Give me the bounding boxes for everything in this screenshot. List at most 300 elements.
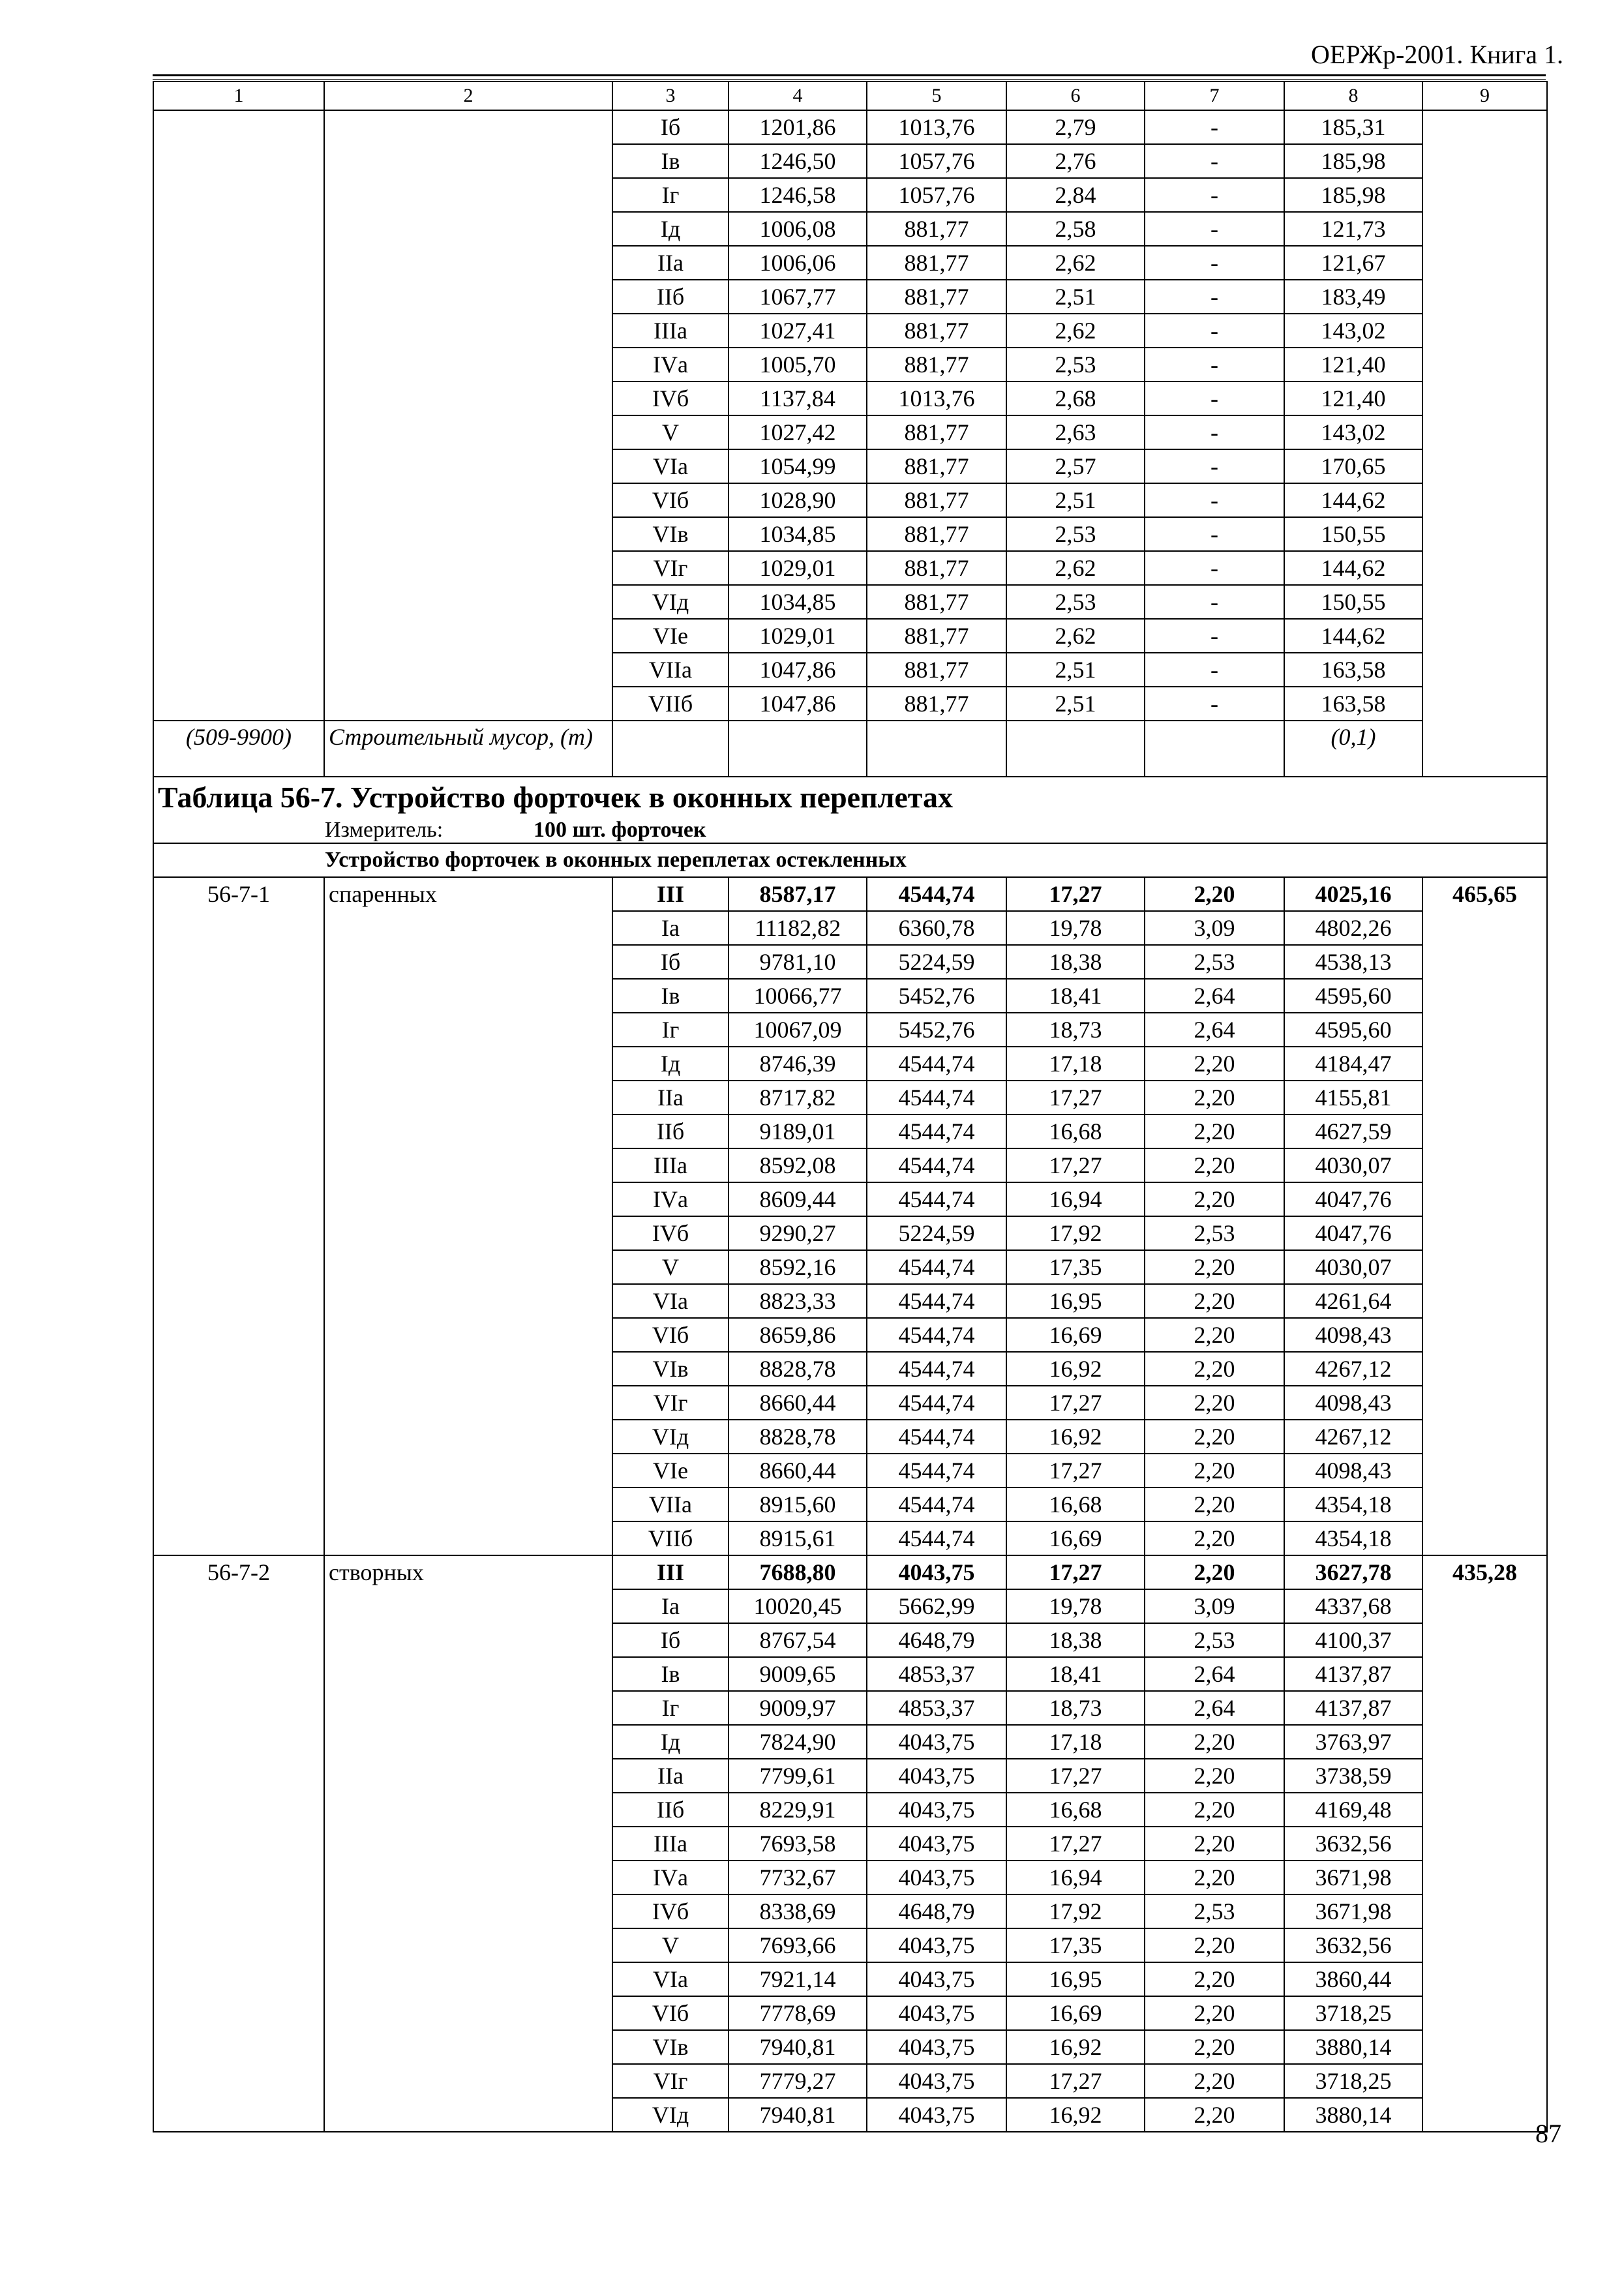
value-cell: 8823,33 <box>729 1284 867 1318</box>
column-number: 9 <box>1422 82 1547 110</box>
value-cell: 2,51 <box>1006 483 1145 517</box>
value-cell: 8717,82 <box>729 1081 867 1115</box>
value-cell: 3880,14 <box>1284 2030 1422 2064</box>
value-cell: 17,27 <box>1006 1386 1145 1420</box>
value-cell: 2,20 <box>1145 1962 1284 1996</box>
region-zone-cell: Iб <box>612 110 729 144</box>
value-cell: 5662,99 <box>867 1589 1006 1623</box>
value-cell: - <box>1145 653 1284 687</box>
waste-name: Строительный мусор, (т) <box>324 721 612 777</box>
region-zone-cell: Iг <box>612 178 729 212</box>
value-cell: 2,20 <box>1145 1318 1284 1352</box>
value-cell: 1034,85 <box>729 585 867 619</box>
value-cell: 2,62 <box>1006 246 1145 280</box>
value-cell: 881,77 <box>867 585 1006 619</box>
value-cell: 2,20 <box>1145 1555 1284 1589</box>
value-cell: 18,41 <box>1006 979 1145 1013</box>
table-row <box>153 1555 1547 1589</box>
value-cell: 3738,59 <box>1284 1759 1422 1793</box>
value-cell: 1006,08 <box>729 212 867 246</box>
value-cell: 2,84 <box>1006 178 1145 212</box>
value-cell: 4043,75 <box>867 1996 1006 2030</box>
value-cell: 4043,75 <box>867 1928 1006 1962</box>
value-cell: 4267,12 <box>1284 1352 1422 1386</box>
value-cell: - <box>1145 178 1284 212</box>
value-cell: 4043,75 <box>867 1555 1006 1589</box>
value-cell: 144,62 <box>1284 551 1422 585</box>
empty-cell <box>867 721 1006 777</box>
value-cell: 881,77 <box>867 551 1006 585</box>
table-row <box>153 877 1547 911</box>
value-cell: 16,68 <box>1006 1115 1145 1148</box>
value-cell: 8338,69 <box>729 1894 867 1928</box>
value-cell: 7824,90 <box>729 1725 867 1759</box>
value-cell: 2,20 <box>1145 1047 1284 1081</box>
region-zone-cell: IIа <box>612 246 729 280</box>
region-zone-cell: V <box>612 1250 729 1284</box>
value-cell: 2,53 <box>1145 1216 1284 1250</box>
value-cell: 4047,76 <box>1284 1216 1422 1250</box>
value-cell: 4098,43 <box>1284 1318 1422 1352</box>
value-cell: - <box>1145 110 1284 144</box>
value-cell: 8915,60 <box>729 1488 867 1521</box>
value-cell: 2,58 <box>1006 212 1145 246</box>
value-cell: - <box>1145 280 1284 314</box>
region-zone-cell: IIб <box>612 1793 729 1827</box>
value-cell: 17,27 <box>1006 1454 1145 1488</box>
value-cell: 1006,06 <box>729 246 867 280</box>
value-cell: 4267,12 <box>1284 1420 1422 1454</box>
value-cell: - <box>1145 382 1284 415</box>
value-cell: 2,20 <box>1145 1996 1284 2030</box>
value-cell: 9290,27 <box>729 1216 867 1250</box>
value-cell: 881,77 <box>867 314 1006 348</box>
value-cell: 5452,76 <box>867 979 1006 1013</box>
value-cell: 18,73 <box>1006 1013 1145 1047</box>
item-col9: 435,28 <box>1422 1555 1547 2132</box>
value-cell: 7688,80 <box>729 1555 867 1589</box>
value-cell: - <box>1145 619 1284 653</box>
value-cell: 1054,99 <box>729 449 867 483</box>
value-cell: 4544,74 <box>867 1182 1006 1216</box>
value-cell: 3671,98 <box>1284 1894 1422 1928</box>
region-zone-cell: VIе <box>612 619 729 653</box>
value-cell: 163,58 <box>1284 687 1422 721</box>
value-cell: - <box>1145 246 1284 280</box>
region-zone-cell: IIб <box>612 280 729 314</box>
value-cell: 17,27 <box>1006 877 1145 911</box>
value-cell: 16,92 <box>1006 1352 1145 1386</box>
value-cell: 150,55 <box>1284 585 1422 619</box>
value-cell: 881,77 <box>867 280 1006 314</box>
header-rule <box>153 74 1546 76</box>
region-zone-cell: Iв <box>612 144 729 178</box>
region-zone-cell: VIв <box>612 2030 729 2064</box>
value-cell: 4544,74 <box>867 1047 1006 1081</box>
value-cell: 4169,48 <box>1284 1793 1422 1827</box>
region-zone-cell: VIа <box>612 1962 729 1996</box>
value-cell: 4354,18 <box>1284 1488 1422 1521</box>
value-cell: 4043,75 <box>867 1725 1006 1759</box>
value-cell: 2,51 <box>1006 687 1145 721</box>
value-cell: 2,20 <box>1145 2030 1284 2064</box>
empty-cell <box>612 721 729 777</box>
value-cell: 143,02 <box>1284 314 1422 348</box>
item-name: створных <box>324 1555 612 2132</box>
value-cell: 2,62 <box>1006 619 1145 653</box>
value-cell: 2,64 <box>1145 1691 1284 1725</box>
value-cell: 16,92 <box>1006 2030 1145 2064</box>
value-cell: 3,09 <box>1145 911 1284 945</box>
value-cell: 4544,74 <box>867 1318 1006 1352</box>
value-cell: 17,27 <box>1006 2064 1145 2098</box>
value-cell: 4538,13 <box>1284 945 1422 979</box>
item-col9: 465,65 <box>1422 877 1547 1555</box>
value-cell: 881,77 <box>867 687 1006 721</box>
value-cell: 2,20 <box>1145 1454 1284 1488</box>
region-zone-cell: VIIа <box>612 1488 729 1521</box>
column-number: 7 <box>1145 82 1284 110</box>
value-cell: 3718,25 <box>1284 2064 1422 2098</box>
region-zone-cell: VIд <box>612 2098 729 2132</box>
region-zone-cell: Iг <box>612 1691 729 1725</box>
value-cell: 16,68 <box>1006 1488 1145 1521</box>
value-cell: 4853,37 <box>867 1657 1006 1691</box>
value-cell: 4544,74 <box>867 1521 1006 1555</box>
page-number: 87 <box>1535 2119 1561 2148</box>
value-cell: 7778,69 <box>729 1996 867 2030</box>
region-zone-cell: IVа <box>612 1861 729 1894</box>
value-cell: 4155,81 <box>1284 1081 1422 1115</box>
value-cell: 16,95 <box>1006 1962 1145 1996</box>
value-cell: 2,20 <box>1145 1861 1284 1894</box>
value-cell: 121,67 <box>1284 246 1422 280</box>
value-cell: 185,31 <box>1284 110 1422 144</box>
region-zone-cell: Iа <box>612 911 729 945</box>
waste-value: (0,1) <box>1284 721 1422 777</box>
column-number: 4 <box>729 82 867 110</box>
value-cell: 1047,86 <box>729 687 867 721</box>
column-number: 3 <box>612 82 729 110</box>
value-cell: 2,20 <box>1145 1250 1284 1284</box>
value-cell: 1029,01 <box>729 551 867 585</box>
value-cell: 4337,68 <box>1284 1589 1422 1623</box>
value-cell: 19,78 <box>1006 1589 1145 1623</box>
value-cell: 4043,75 <box>867 1962 1006 1996</box>
region-zone-cell: Iв <box>612 1657 729 1691</box>
value-cell: 1201,86 <box>729 110 867 144</box>
value-cell: 881,77 <box>867 517 1006 551</box>
value-cell: 881,77 <box>867 619 1006 653</box>
measure-row <box>153 818 1547 843</box>
value-cell: 1027,42 <box>729 415 867 449</box>
value-cell: 1246,50 <box>729 144 867 178</box>
region-zone-cell: Iг <box>612 1013 729 1047</box>
value-cell: 8660,44 <box>729 1454 867 1488</box>
region-zone-cell: III <box>612 877 729 911</box>
code-cell <box>153 110 324 721</box>
value-cell: 881,77 <box>867 653 1006 687</box>
value-cell: 8592,16 <box>729 1250 867 1284</box>
value-cell: 2,64 <box>1145 1657 1284 1691</box>
value-cell: 2,62 <box>1006 314 1145 348</box>
region-zone-cell: VIб <box>612 1996 729 2030</box>
value-cell: 1047,86 <box>729 653 867 687</box>
value-cell: 143,02 <box>1284 415 1422 449</box>
value-cell: - <box>1145 348 1284 382</box>
value-cell: 4030,07 <box>1284 1148 1422 1182</box>
value-cell: 1067,77 <box>729 280 867 314</box>
value-cell: - <box>1145 517 1284 551</box>
region-zone-cell: VIе <box>612 1454 729 1488</box>
value-cell: - <box>1145 585 1284 619</box>
region-zone-cell: VIа <box>612 449 729 483</box>
value-cell: 3632,56 <box>1284 1928 1422 1962</box>
value-cell: 4544,74 <box>867 1454 1006 1488</box>
region-zone-cell: IVб <box>612 1894 729 1928</box>
region-zone-cell: VIIб <box>612 687 729 721</box>
value-cell: 2,53 <box>1006 348 1145 382</box>
region-zone-cell: VIв <box>612 517 729 551</box>
value-cell: 3880,14 <box>1284 2098 1422 2132</box>
value-cell: 4030,07 <box>1284 1250 1422 1284</box>
value-cell: 2,51 <box>1006 653 1145 687</box>
value-cell: 2,64 <box>1145 979 1284 1013</box>
value-cell: 4261,64 <box>1284 1284 1422 1318</box>
value-cell: 16,69 <box>1006 1318 1145 1352</box>
region-zone-cell: IIа <box>612 1081 729 1115</box>
region-zone-cell: III <box>612 1555 729 1589</box>
value-cell: 4544,74 <box>867 1420 1006 1454</box>
region-zone-cell: VIд <box>612 1420 729 1454</box>
region-zone-cell: IIа <box>612 1759 729 1793</box>
value-cell: 17,18 <box>1006 1725 1145 1759</box>
value-cell: 16,94 <box>1006 1182 1145 1216</box>
value-cell: 10067,09 <box>729 1013 867 1047</box>
value-cell: 2,20 <box>1145 1827 1284 1861</box>
region-zone-cell: VIб <box>612 483 729 517</box>
value-cell: 4648,79 <box>867 1894 1006 1928</box>
value-cell: 1029,01 <box>729 619 867 653</box>
value-cell: - <box>1145 551 1284 585</box>
value-cell: 8660,44 <box>729 1386 867 1420</box>
value-cell: 19,78 <box>1006 911 1145 945</box>
value-cell: - <box>1145 687 1284 721</box>
value-cell: 2,20 <box>1145 1182 1284 1216</box>
value-cell: 9009,97 <box>729 1691 867 1725</box>
value-cell: 2,20 <box>1145 877 1284 911</box>
value-cell: 3627,78 <box>1284 1555 1422 1589</box>
value-cell: 1057,76 <box>867 178 1006 212</box>
value-cell: 4043,75 <box>867 1827 1006 1861</box>
value-cell: 4544,74 <box>867 877 1006 911</box>
value-cell: 1027,41 <box>729 314 867 348</box>
region-zone-cell: IVа <box>612 348 729 382</box>
waste-code: (509-9900) <box>153 721 324 777</box>
value-cell: 2,20 <box>1145 1081 1284 1115</box>
value-cell: 5224,59 <box>867 1216 1006 1250</box>
value-cell: 144,62 <box>1284 483 1422 517</box>
column-number: 5 <box>867 82 1006 110</box>
region-zone-cell: Iа <box>612 1589 729 1623</box>
value-cell: 3860,44 <box>1284 1962 1422 1996</box>
value-cell: 17,27 <box>1006 1148 1145 1182</box>
value-cell: 16,94 <box>1006 1861 1145 1894</box>
region-zone-cell: IIIа <box>612 1827 729 1861</box>
value-cell: 10020,45 <box>729 1589 867 1623</box>
region-zone-cell: IIIа <box>612 1148 729 1182</box>
value-cell: 2,20 <box>1145 1386 1284 1420</box>
value-cell: 8746,39 <box>729 1047 867 1081</box>
value-cell: 1013,76 <box>867 382 1006 415</box>
value-cell: 2,20 <box>1145 1928 1284 1962</box>
empty-cell <box>729 721 867 777</box>
value-cell: 1137,84 <box>729 382 867 415</box>
value-cell: 7940,81 <box>729 2030 867 2064</box>
value-cell: 121,73 <box>1284 212 1422 246</box>
value-cell: 8659,86 <box>729 1318 867 1352</box>
section-row <box>153 843 1547 877</box>
value-cell: 121,40 <box>1284 382 1422 415</box>
column-number-row <box>153 82 1547 110</box>
value-cell: 2,20 <box>1145 1284 1284 1318</box>
value-cell: 8828,78 <box>729 1420 867 1454</box>
value-cell: 8767,54 <box>729 1623 867 1657</box>
value-cell: 4098,43 <box>1284 1454 1422 1488</box>
value-cell: 2,63 <box>1006 415 1145 449</box>
value-cell: 2,53 <box>1145 1623 1284 1657</box>
value-cell: - <box>1145 212 1284 246</box>
value-cell: 7799,61 <box>729 1759 867 1793</box>
value-cell: 8609,44 <box>729 1182 867 1216</box>
value-cell: 4595,60 <box>1284 1013 1422 1047</box>
value-cell: 2,20 <box>1145 1725 1284 1759</box>
value-cell: 4544,74 <box>867 1148 1006 1182</box>
value-cell: 5224,59 <box>867 945 1006 979</box>
value-cell: 4100,37 <box>1284 1623 1422 1657</box>
region-zone-cell: V <box>612 415 729 449</box>
value-cell: 4184,47 <box>1284 1047 1422 1081</box>
region-zone-cell: VIв <box>612 1352 729 1386</box>
value-cell: 8587,17 <box>729 877 867 911</box>
value-cell: 183,49 <box>1284 280 1422 314</box>
region-zone-cell: V <box>612 1928 729 1962</box>
value-cell: 17,27 <box>1006 1759 1145 1793</box>
waste-row <box>153 721 1547 777</box>
region-zone-cell: VIг <box>612 551 729 585</box>
item-name: спаренных <box>324 877 612 1555</box>
region-zone-cell: IVа <box>612 1182 729 1216</box>
value-cell: 150,55 <box>1284 517 1422 551</box>
value-cell: 1246,58 <box>729 178 867 212</box>
value-cell: 5452,76 <box>867 1013 1006 1047</box>
region-zone-cell: IIб <box>612 1115 729 1148</box>
value-cell: 17,27 <box>1006 1555 1145 1589</box>
value-cell: 2,57 <box>1006 449 1145 483</box>
value-cell: 2,79 <box>1006 110 1145 144</box>
value-cell: 17,92 <box>1006 1894 1145 1928</box>
region-zone-cell: VIIа <box>612 653 729 687</box>
value-cell: 4043,75 <box>867 2030 1006 2064</box>
value-cell: 2,68 <box>1006 382 1145 415</box>
value-cell: 7693,58 <box>729 1827 867 1861</box>
column-number: 6 <box>1006 82 1145 110</box>
value-cell: - <box>1145 144 1284 178</box>
value-cell: - <box>1145 483 1284 517</box>
value-cell: 121,40 <box>1284 348 1422 382</box>
value-cell: 2,62 <box>1006 551 1145 585</box>
value-cell: 7940,81 <box>729 2098 867 2132</box>
value-cell: 18,41 <box>1006 1657 1145 1691</box>
region-zone-cell: Iд <box>612 1047 729 1081</box>
value-cell: 4544,74 <box>867 1488 1006 1521</box>
value-cell: 4047,76 <box>1284 1182 1422 1216</box>
value-cell: 18,38 <box>1006 1623 1145 1657</box>
value-cell: 144,62 <box>1284 619 1422 653</box>
value-cell: 18,38 <box>1006 945 1145 979</box>
column-number: 8 <box>1284 82 1422 110</box>
empty-cell <box>1145 721 1284 777</box>
region-zone-cell: VIд <box>612 585 729 619</box>
section-title: Устройство форточек в оконных переплетах остекленных <box>153 843 1547 877</box>
value-cell: 9189,01 <box>729 1115 867 1148</box>
value-cell: 4544,74 <box>867 1081 1006 1115</box>
region-zone-cell: VIа <box>612 1284 729 1318</box>
value-cell: 3632,56 <box>1284 1827 1422 1861</box>
value-cell: 1034,85 <box>729 517 867 551</box>
value-cell: 2,53 <box>1145 1894 1284 1928</box>
rates-table-body <box>153 82 1547 2132</box>
value-cell: 2,20 <box>1145 1115 1284 1148</box>
value-cell: 881,77 <box>867 246 1006 280</box>
value-cell: 4544,74 <box>867 1250 1006 1284</box>
value-cell: 17,27 <box>1006 1081 1145 1115</box>
value-cell: 163,58 <box>1284 653 1422 687</box>
value-cell: 2,53 <box>1006 517 1145 551</box>
value-cell: 4025,16 <box>1284 877 1422 911</box>
value-cell: 4648,79 <box>867 1623 1006 1657</box>
region-zone-cell: VIIб <box>612 1521 729 1555</box>
value-cell: 6360,78 <box>867 911 1006 945</box>
col9-cell <box>1422 110 1547 777</box>
item-code: 56-7-1 <box>153 877 324 1555</box>
value-cell: 4544,74 <box>867 1284 1006 1318</box>
table-title-row <box>153 777 1547 818</box>
value-cell: 16,69 <box>1006 1521 1145 1555</box>
empty-cell <box>1006 721 1145 777</box>
region-zone-cell: Iв <box>612 979 729 1013</box>
value-cell: 4802,26 <box>1284 911 1422 945</box>
value-cell: 1028,90 <box>729 483 867 517</box>
value-cell: 185,98 <box>1284 144 1422 178</box>
value-cell: 2,20 <box>1145 2098 1284 2132</box>
value-cell: 881,77 <box>867 483 1006 517</box>
value-cell: 881,77 <box>867 348 1006 382</box>
value-cell: 1005,70 <box>729 348 867 382</box>
value-cell: 881,77 <box>867 415 1006 449</box>
value-cell: 185,98 <box>1284 178 1422 212</box>
value-cell: 2,20 <box>1145 1488 1284 1521</box>
value-cell: 16,92 <box>1006 1420 1145 1454</box>
value-cell: 7779,27 <box>729 2064 867 2098</box>
value-cell: 2,53 <box>1145 945 1284 979</box>
region-zone-cell: Iб <box>612 1623 729 1657</box>
value-cell: 16,69 <box>1006 1996 1145 2030</box>
table-row <box>153 110 1547 144</box>
table-title: Таблица 56-7. Устройство форточек в оконных переплетах <box>153 777 1547 818</box>
value-cell: 2,20 <box>1145 1352 1284 1386</box>
value-cell: 881,77 <box>867 449 1006 483</box>
